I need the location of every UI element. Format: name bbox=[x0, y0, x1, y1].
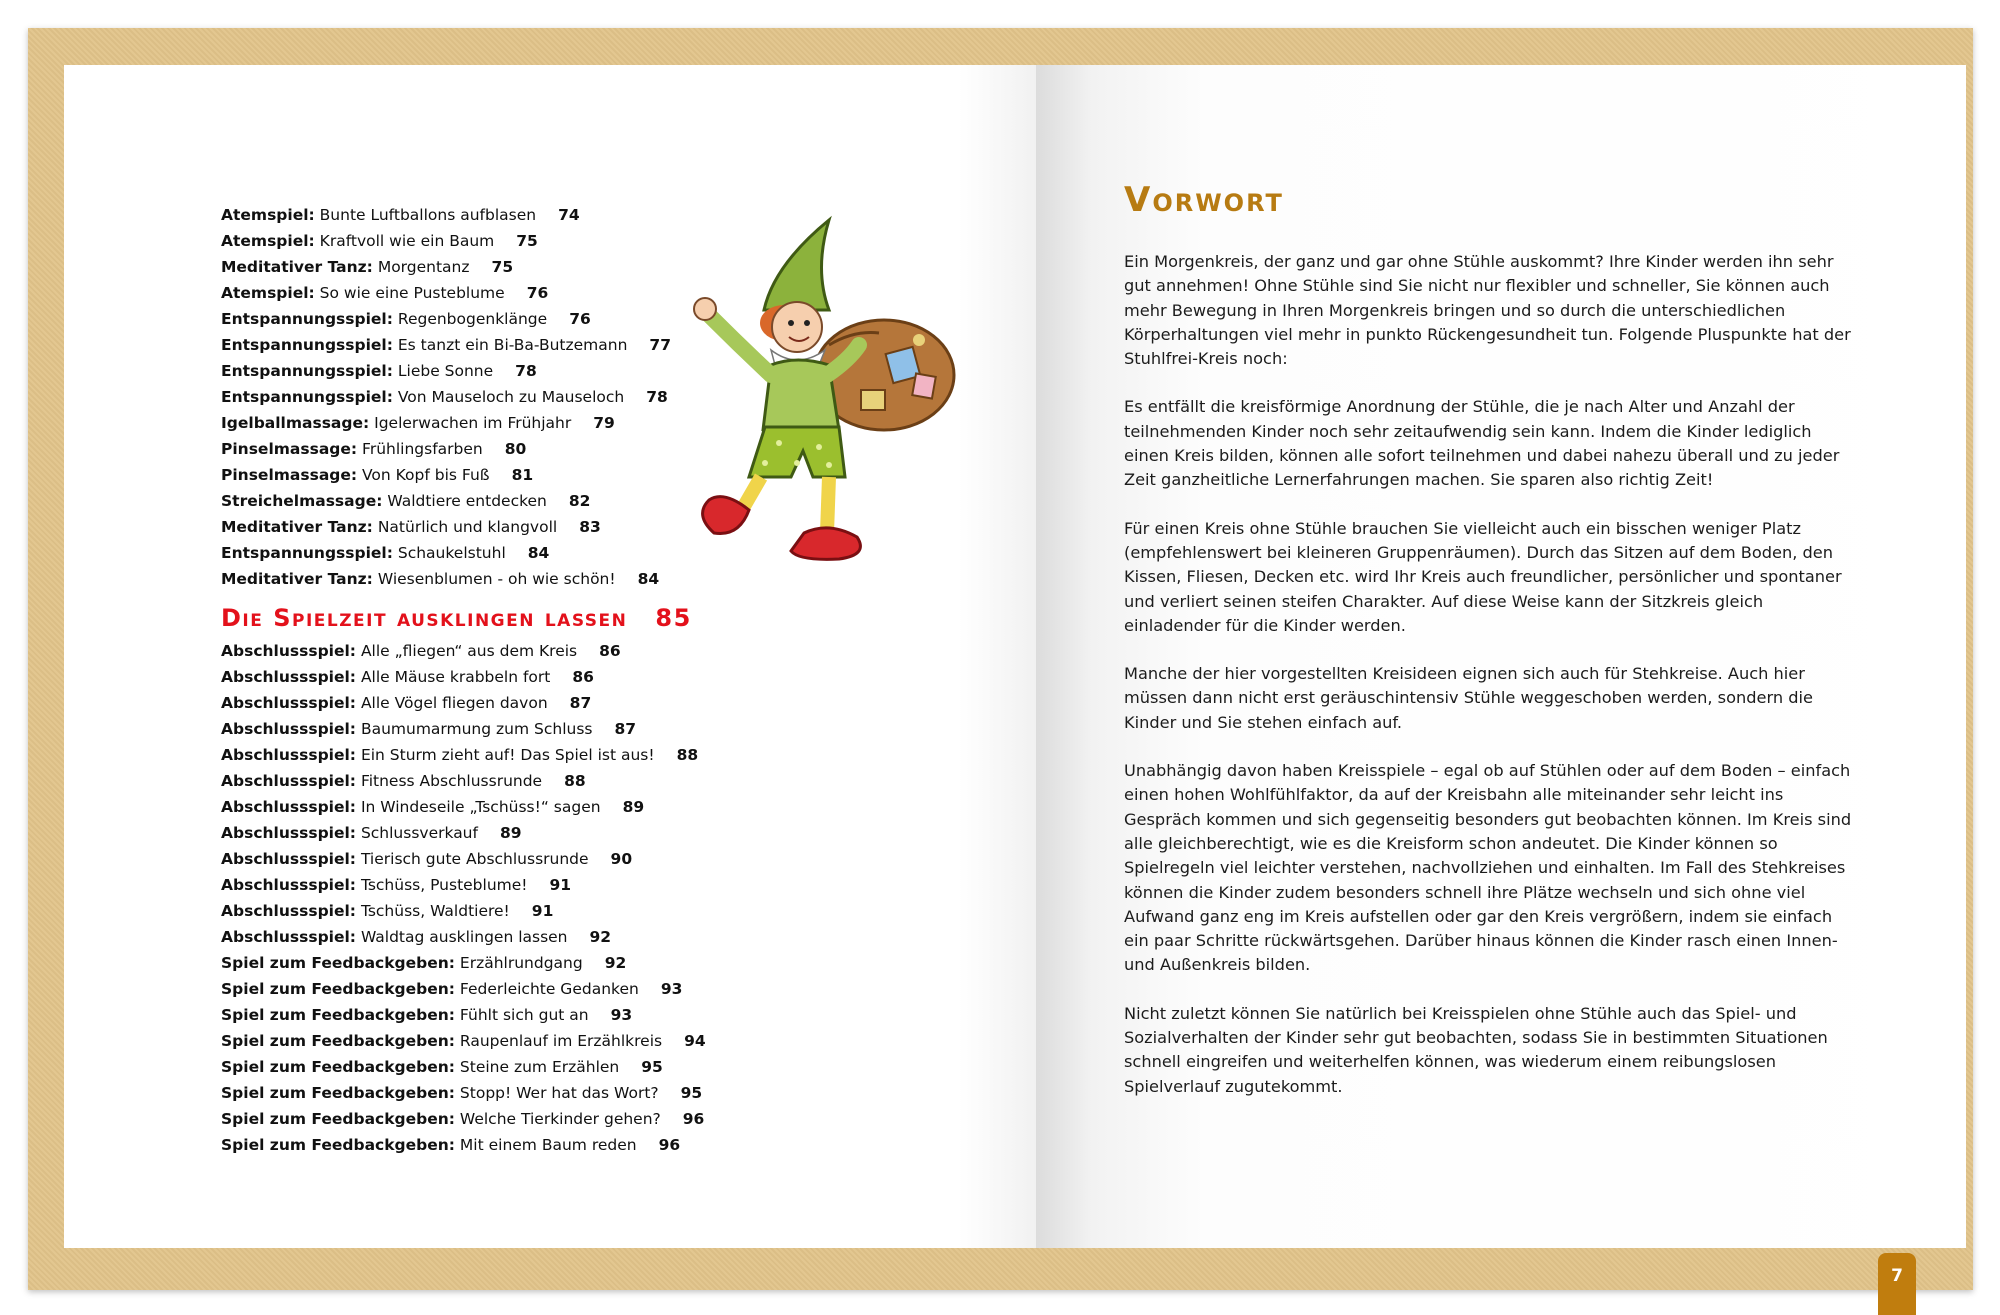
toc-entry-title: Baumumarmung zum Schluss bbox=[360, 720, 593, 738]
toc-entry-category: Pinselmassage: bbox=[221, 440, 358, 458]
toc-entry bbox=[221, 1054, 781, 1080]
toc-entry-page: 75 bbox=[491, 258, 514, 276]
toc-entry-title: Tierisch gute Abschlussrunde bbox=[360, 850, 589, 868]
toc-entry-category: Abschlussspiel: bbox=[221, 642, 356, 660]
toc-entry-page: 86 bbox=[599, 642, 621, 660]
toc-entry-title: Wiesenblumen - oh wie schön! bbox=[377, 570, 616, 588]
toc-section-title: Die Spielzeit ausklingen lassen bbox=[221, 604, 628, 632]
toc-entry bbox=[221, 872, 781, 898]
toc-entry-category: Meditativer Tanz: bbox=[221, 570, 373, 588]
toc-entry bbox=[221, 690, 781, 716]
toc-entry-category: Spiel zum Feedbackgeben: bbox=[221, 1032, 455, 1050]
toc-entry-title: Von Kopf bis Fuß bbox=[362, 466, 490, 484]
toc-entry-category: Entspannungsspiel: bbox=[221, 544, 393, 562]
toc-entry-title: Alle Mäuse krabbeln fort bbox=[360, 668, 551, 686]
toc-entry-title: Es tanzt ein Bi-Ba-Butzemann bbox=[397, 336, 628, 354]
right-page bbox=[1036, 65, 1966, 1248]
toc-entry-title: Alle „fliegen“ aus dem Kreis bbox=[360, 642, 578, 660]
toc-entry bbox=[221, 742, 781, 768]
vorwort-paragraph: Manche der hier vorgestellten Kreisideen eignen sich auch für Stehkreise. Auch hier müssen dann nicht erst geräuschintensiv Stühle weggeschoben werden, sondern die Kinder und Sie stehen einfach auf. bbox=[1124, 664, 1813, 732]
toc-entry-title: Liebe Sonne bbox=[397, 362, 494, 380]
toc-entry bbox=[221, 1002, 781, 1028]
toc-entry bbox=[221, 846, 781, 872]
toc-entry-category: Abschlussspiel: bbox=[221, 798, 356, 816]
toc-entry-category: Abschlussspiel: bbox=[221, 850, 356, 868]
toc-entry-page: 95 bbox=[680, 1084, 703, 1102]
toc-entry-category: Spiel zum Feedbackgeben: bbox=[221, 1058, 455, 1076]
toc-entry-page: 81 bbox=[511, 466, 534, 484]
toc-entry-page: 80 bbox=[504, 440, 527, 458]
toc-entry-category: Abschlussspiel: bbox=[221, 928, 356, 946]
toc-entry-page: 84 bbox=[527, 544, 550, 562]
toc-entry-category: Abschlussspiel: bbox=[221, 668, 356, 686]
toc-entry-page: 79 bbox=[593, 414, 615, 432]
toc-entry bbox=[221, 716, 781, 742]
toc-entry-category: Atemspiel: bbox=[221, 232, 315, 250]
toc-entry-page: 78 bbox=[515, 362, 537, 380]
toc-entry bbox=[221, 1106, 781, 1132]
toc-entry-page: 90 bbox=[610, 850, 633, 868]
toc-entry-page: 82 bbox=[568, 492, 591, 510]
toc-entry-title: Stopp! Wer hat das Wort? bbox=[459, 1084, 659, 1102]
toc-entry-category: Spiel zum Feedbackgeben: bbox=[221, 1084, 455, 1102]
toc-entry-page: 86 bbox=[572, 668, 594, 686]
toc-entry-category: Meditativer Tanz: bbox=[221, 518, 373, 536]
toc-entry-category: Igelballmassage: bbox=[221, 414, 370, 432]
toc-entry-page: 89 bbox=[622, 798, 645, 816]
toc-entry-category: Entspannungsspiel: bbox=[221, 310, 393, 328]
toc-entry bbox=[221, 1028, 781, 1054]
toc-entry-page: 94 bbox=[684, 1032, 706, 1050]
toc-entry-page: 88 bbox=[676, 746, 699, 764]
toc-entry bbox=[221, 1080, 781, 1106]
vorwort-paragraph: Es entfällt die kreisförmige Anordnung der Stühle, die je nach Alter und Anzahl der teilnehmenden Kinder noch sehr zeitaufwendig sein kann. Indem die Kinder lediglich einen Kreis bilden, können alle sofort teilnehmen und dabei nahezu überall und zu jeder Zeit ganzheitliche Lernerfahrungen machen. Sie sparen also richtig Zeit! bbox=[1124, 397, 1840, 490]
toc-entry-page: 87 bbox=[614, 720, 637, 738]
vorwort-paragraph: Für einen Kreis ohne Stühle brauchen Sie vielleicht auch ein bisschen weniger Platz (empfehlenswert bei kleineren Gruppenräumen). Durch das Sitzen auf dem Boden, den Kissen, Fliesen, Decken etc. wird Ihr Kreis auch freundlicher, persönlicher und spontaner und verliert seinen steifen Charakter. Auf diese Weise kann der Sitzkreis gleich einladender für die Kinder werden. bbox=[1124, 518, 1842, 635]
toc-entry-title: Igelerwachen im Frühjahr bbox=[374, 414, 572, 432]
toc-entry-page: 78 bbox=[646, 388, 668, 406]
toc-entry-title: Schaukelstuhl bbox=[397, 544, 506, 562]
toc-entry-category: Pinselmassage: bbox=[221, 466, 358, 484]
toc-entry-page: 84 bbox=[637, 570, 660, 588]
toc-entry-category: Spiel zum Feedbackgeben: bbox=[221, 1136, 455, 1154]
toc-entry-category: Atemspiel: bbox=[221, 284, 315, 302]
toc-entry-category: Entspannungsspiel: bbox=[221, 362, 393, 380]
toc-entry-page: 96 bbox=[658, 1136, 681, 1154]
toc-entry-category: Spiel zum Feedbackgeben: bbox=[221, 954, 455, 972]
toc-entry bbox=[221, 898, 781, 924]
toc-entry-title: Kraftvoll wie ein Baum bbox=[319, 232, 495, 250]
toc-entry bbox=[221, 1132, 781, 1158]
toc-entry-title: Von Mauseloch zu Mauseloch bbox=[397, 388, 625, 406]
vorwort-paragraph: Nicht zuletzt können Sie natürlich bei Kreisspielen ohne Stühle auch das Spiel- und Sozialverhalten der Kinder sehr gut beobachten, sodass Sie in bestimmten Situationen schnell eingreifen und weiterhelfen können, was wiederum einem reibungslosen Spielverlauf zugutekommt. bbox=[1124, 1003, 1828, 1096]
toc-entry-category: Abschlussspiel: bbox=[221, 746, 356, 764]
toc-entry bbox=[221, 768, 781, 794]
toc-entry-category: Abschlussspiel: bbox=[221, 824, 356, 842]
toc-entry-title: So wie eine Pusteblume bbox=[319, 284, 505, 302]
toc-entry-title: Tschüss, Waldtiere! bbox=[360, 902, 510, 920]
toc-entry-title: Raupenlauf im Erzählkreis bbox=[459, 1032, 663, 1050]
toc-entry-page: 83 bbox=[579, 518, 601, 536]
toc-entry-page: 93 bbox=[660, 980, 683, 998]
toc-entry-page: 87 bbox=[569, 694, 592, 712]
toc-entry-title: Steine zum Erzählen bbox=[459, 1058, 620, 1076]
toc-entry-page: 76 bbox=[569, 310, 591, 328]
toc-entry-title: Fühlt sich gut an bbox=[459, 1006, 589, 1024]
toc-entry-title: Fitness Abschlussrunde bbox=[360, 772, 543, 790]
toc-entry bbox=[221, 664, 781, 690]
toc-entry-category: Streichelmassage: bbox=[221, 492, 383, 510]
vorwort-title: Vorwort bbox=[1124, 180, 1284, 220]
toc-entry-category: Spiel zum Feedbackgeben: bbox=[221, 1110, 455, 1128]
toc-entry-page: 74 bbox=[558, 206, 580, 224]
toc-entry-title: Mit einem Baum reden bbox=[459, 1136, 637, 1154]
toc-entry-title: Morgentanz bbox=[377, 258, 470, 276]
toc-entry-title: Alle Vögel fliegen davon bbox=[360, 694, 548, 712]
toc-entry-page: 91 bbox=[549, 876, 572, 894]
toc-entry-page: 92 bbox=[604, 954, 627, 972]
toc-entry-page: 92 bbox=[589, 928, 612, 946]
toc-entry-title: Schlussverkauf bbox=[360, 824, 478, 842]
toc-entry-title: Welche Tierkinder gehen? bbox=[459, 1110, 661, 1128]
toc-entry-category: Abschlussspiel: bbox=[221, 720, 356, 738]
page-number-tab bbox=[1878, 1253, 1916, 1315]
toc-entry-category: Abschlussspiel: bbox=[221, 694, 356, 712]
toc-entry-title: Waldtiere entdecken bbox=[387, 492, 547, 510]
toc-entry-title: Ein Sturm zieht auf! Das Spiel ist aus! bbox=[360, 746, 655, 764]
toc-entry-page: 91 bbox=[531, 902, 554, 920]
toc-entry-title: In Windeseile „Tschüss!“ sagen bbox=[360, 798, 601, 816]
toc-entry-page: 75 bbox=[516, 232, 538, 250]
toc-entry-title: Frühlingsfarben bbox=[362, 440, 483, 458]
toc-entry-category: Spiel zum Feedbackgeben: bbox=[221, 1006, 455, 1024]
toc-entry-title: Erzählrundgang bbox=[459, 954, 583, 972]
toc-entry-title: Bunte Luftballons aufblasen bbox=[319, 206, 537, 224]
left-page bbox=[64, 65, 1036, 1248]
toc-entry-category: Atemspiel: bbox=[221, 206, 315, 224]
toc-entry-category: Spiel zum Feedbackgeben: bbox=[221, 980, 455, 998]
toc-entry-title: Natürlich und klangvoll bbox=[377, 518, 558, 536]
book-spread bbox=[28, 28, 1973, 1290]
toc-section-page: 85 bbox=[655, 604, 692, 632]
toc-entry-page: 76 bbox=[526, 284, 549, 302]
toc-entry-category: Meditativer Tanz: bbox=[221, 258, 373, 276]
toc-entry-title: Waldtag ausklingen lassen bbox=[360, 928, 568, 946]
toc-entry-title: Federleichte Gedanken bbox=[459, 980, 639, 998]
toc-entry-category: Entspannungsspiel: bbox=[221, 388, 393, 406]
toc-entry-page: 89 bbox=[499, 824, 522, 842]
toc-entry bbox=[221, 976, 781, 1002]
toc-entry-category: Abschlussspiel: bbox=[221, 876, 356, 894]
toc-entry-page: 95 bbox=[641, 1058, 663, 1076]
page-number: 7 bbox=[1891, 1266, 1903, 1286]
toc-entry bbox=[221, 950, 781, 976]
toc-entry-title: Regenbogenklänge bbox=[397, 310, 548, 328]
toc-entry-page: 96 bbox=[682, 1110, 705, 1128]
toc-entry-page: 93 bbox=[610, 1006, 633, 1024]
gnome-illustration bbox=[679, 215, 979, 625]
toc-entry bbox=[221, 820, 781, 846]
toc-entry bbox=[221, 794, 781, 820]
toc-entry-page: 77 bbox=[649, 336, 671, 354]
toc-entry-category: Entspannungsspiel: bbox=[221, 336, 393, 354]
toc-list-closing-games bbox=[221, 638, 781, 1158]
toc-entry-title: Tschüss, Pusteblume! bbox=[360, 876, 528, 894]
vorwort-body bbox=[1124, 250, 1854, 1123]
toc-entry-category: Abschlussspiel: bbox=[221, 902, 356, 920]
toc-entry bbox=[221, 638, 781, 664]
vorwort-paragraph: Ein Morgenkreis, der ganz und gar ohne Stühle auskommt? Ihre Kinder werden ihn sehr gut annehmen! Ohne Stühle sind Sie nicht nur flexibler und schneller, Sie können auch mehr Bewegung in Ihren Morgenkreis bringen und so durch die unterschiedlichen Körperhaltungen viel mehr in punkto Rückengesundheit tun. Folgende Pluspunkte hat der Stuhlfrei-Kreis noch: bbox=[1124, 252, 1851, 369]
vorwort-paragraph: Unabhängig davon haben Kreisspiele – egal ob auf Stühlen oder auf dem Boden – einfach einen hohen Wohlfühlfaktor, da auf der Kreisbahn alle miteinander sehr leicht ins Gespräch kommen und sich gegenseitig besonders gut beobachten können. Im Kreis sind alle gleichberechtigt, wie es die Kreisform schon andeutet. Die Kinder können so Spielregeln viel leichter verstehen, nachvollziehen und einhalten. Im Fall des Stehkreises können die Kinder zudem besonders schnell ihre Plätze wechseln und sich ohne viel Aufwand ganz eng im Kreis aufstellen oder gar den Kreis vergrößern, indem sie einfach ein paar Schritte rückwärtsgehen. Darüber hinaus können die Kinder rasch einen Innen- und Außenkreis bilden. bbox=[1124, 761, 1852, 975]
toc-entry bbox=[221, 924, 781, 950]
toc-entry-page: 88 bbox=[564, 772, 586, 790]
toc-entry-category: Abschlussspiel: bbox=[221, 772, 356, 790]
